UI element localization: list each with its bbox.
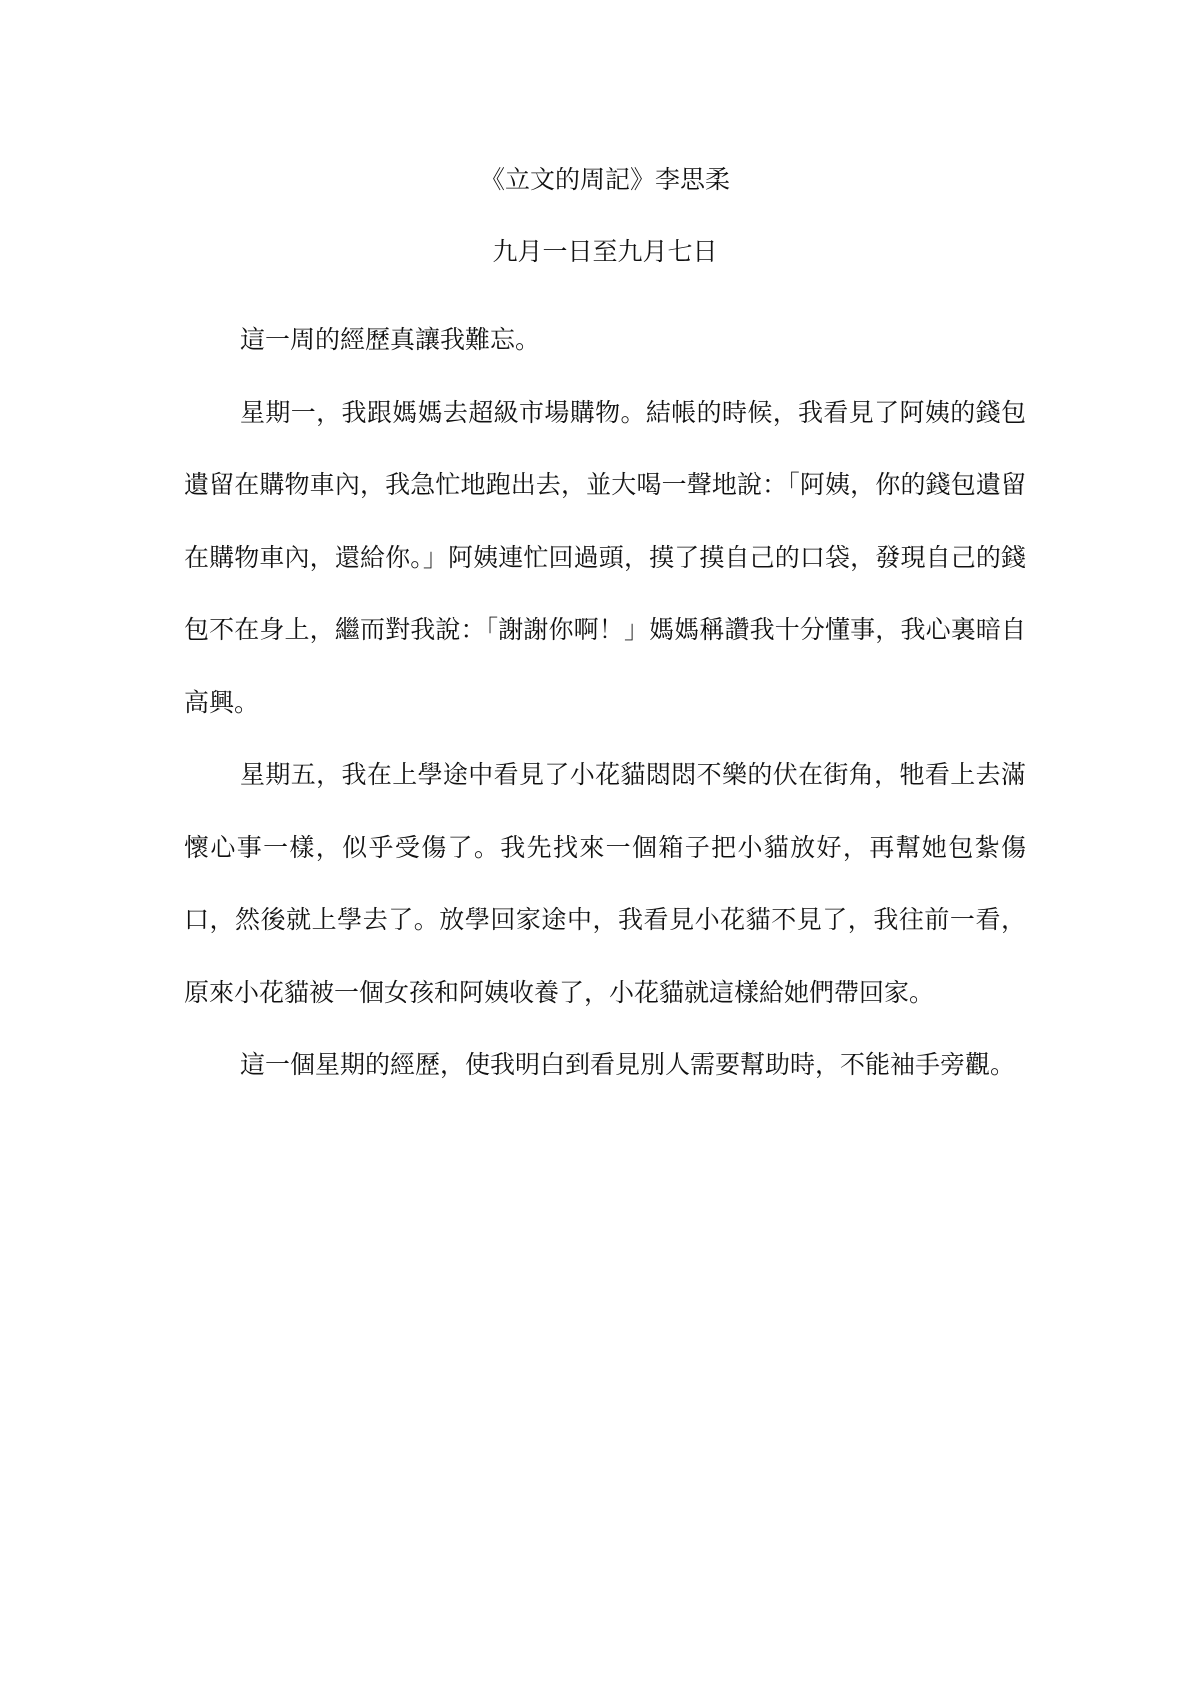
document-body	[184, 160, 1026, 1102]
paragraph-intro: 這一周的經歷真讓我難忘。	[240, 325, 541, 354]
paragraph-friday: 星期五，我在上學途中看見了小花貓悶悶不樂的伏在街角，牠看上去滿懷心事一樣，似乎受傷了。我先找來一個箱子把小貓放好，再幫她包紮傷口，然後就上學去了。放學回家途中，我看見小花貓不見了，我往前一看，原來小花貓被一個女孩和阿姨收養了，小花貓就這樣給她們帶回家。	[184, 760, 1026, 1007]
date-range: 九月一日至九月七日	[492, 237, 718, 266]
paragraph-conclusion: 這一個星期的經歷，使我明白到看見別人需要幫助時，不能袖手旁觀。	[240, 1050, 1016, 1079]
paragraph-monday: 星期一，我跟媽媽去超級市場購物。結帳的時候，我看見了阿姨的錢包遺留在購物車內，我急忙地跑出去，並大喝一聲地說：「阿姨，你的錢包遺留在購物車內，還給你。」阿姨連忙回過頭，摸了摸自己的口袋，發現自己的錢包不在身上，繼而對我說：「謝謝你啊！」媽媽稱讚我十分懂事，我心裏暗自高興。	[184, 397, 1026, 717]
document-title: 《立文的周記》李思柔	[479, 165, 730, 194]
